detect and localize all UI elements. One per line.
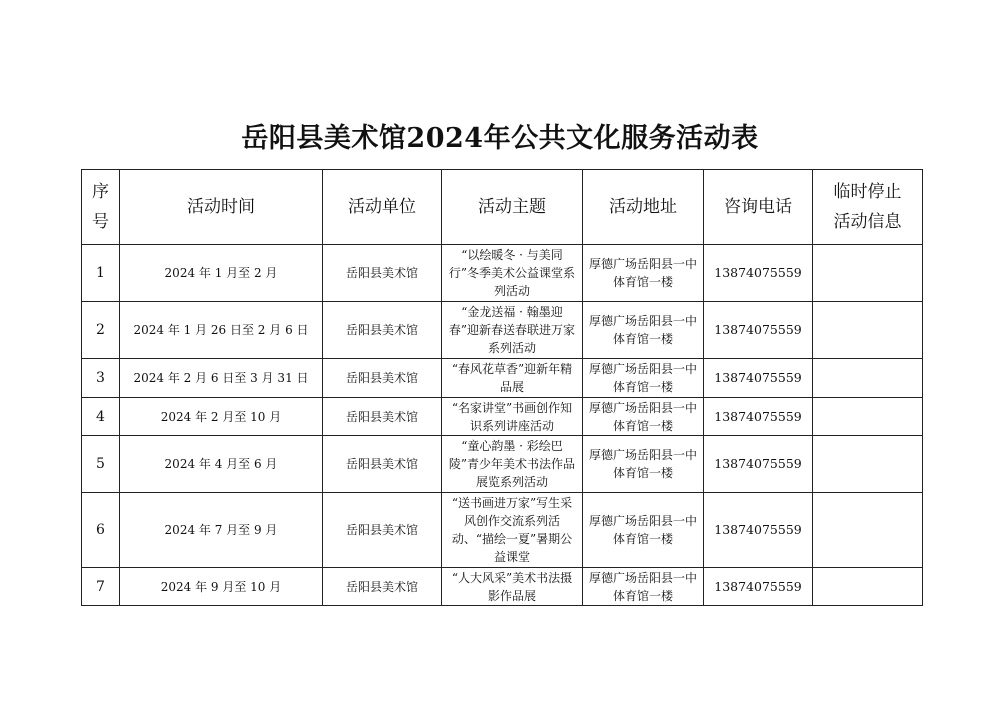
header-unit: 活动单位 bbox=[323, 170, 442, 245]
row-time: 2024 年 7 月至 9 月 bbox=[120, 493, 323, 568]
row-theme: “春风花草香”迎新年精品展 bbox=[442, 359, 583, 398]
header-stop-info: 临时停止 活动信息 bbox=[813, 170, 923, 245]
row-seq: 1 bbox=[82, 245, 120, 302]
row-unit: 岳阳县美术馆 bbox=[323, 398, 442, 436]
table-row bbox=[82, 359, 923, 398]
row-unit: 岳阳县美术馆 bbox=[323, 302, 442, 359]
header-seq: 序 号 bbox=[82, 170, 120, 245]
row-unit: 岳阳县美术馆 bbox=[323, 493, 442, 568]
row-unit: 岳阳县美术馆 bbox=[323, 245, 442, 302]
table-row bbox=[82, 568, 923, 606]
row-address: 厚德广场岳阳县一中体育馆一楼 bbox=[583, 359, 704, 398]
row-stop-info bbox=[813, 493, 923, 568]
header-time: 活动时间 bbox=[120, 170, 323, 245]
row-unit: 岳阳县美术馆 bbox=[323, 436, 442, 493]
row-seq: 5 bbox=[82, 436, 120, 493]
header-phone: 咨询电话 bbox=[704, 170, 813, 245]
row-phone: 13874075559 bbox=[704, 568, 813, 606]
row-address: 厚德广场岳阳县一中体育馆一楼 bbox=[583, 245, 704, 302]
row-address: 厚德广场岳阳县一中体育馆一楼 bbox=[583, 493, 704, 568]
row-stop-info bbox=[813, 436, 923, 493]
row-phone: 13874075559 bbox=[704, 493, 813, 568]
row-phone: 13874075559 bbox=[704, 359, 813, 398]
page-title: 岳阳县美术馆2024年公共文化服务活动表 bbox=[241, 123, 759, 154]
row-seq: 7 bbox=[82, 568, 120, 606]
table-row bbox=[82, 436, 923, 493]
row-stop-info bbox=[813, 359, 923, 398]
row-theme: “名家讲堂”书画创作知识系列讲座活动 bbox=[442, 398, 583, 436]
row-theme: “人大风采”美术书法摄影作品展 bbox=[442, 568, 583, 606]
row-stop-info bbox=[813, 245, 923, 302]
row-theme: “金龙送福 · 翰墨迎春”迎新春送春联进万家系列活动 bbox=[442, 302, 583, 359]
row-stop-info bbox=[813, 568, 923, 606]
row-theme: “童心韵墨 · 彩绘巴陵”青少年美术书法作品展览系列活动 bbox=[442, 436, 583, 493]
row-address: 厚德广场岳阳县一中体育馆一楼 bbox=[583, 436, 704, 493]
table-row bbox=[82, 493, 923, 568]
row-stop-info bbox=[813, 302, 923, 359]
row-unit: 岳阳县美术馆 bbox=[323, 568, 442, 606]
row-address: 厚德广场岳阳县一中体育馆一楼 bbox=[583, 398, 704, 436]
row-address: 厚德广场岳阳县一中体育馆一楼 bbox=[583, 568, 704, 606]
row-phone: 13874075559 bbox=[704, 302, 813, 359]
row-time: 2024 年 9 月至 10 月 bbox=[120, 568, 323, 606]
table-header-row bbox=[82, 170, 923, 245]
header-address: 活动地址 bbox=[583, 170, 704, 245]
row-phone: 13874075559 bbox=[704, 245, 813, 302]
table-row bbox=[82, 302, 923, 359]
row-time: 2024 年 1 月至 2 月 bbox=[120, 245, 323, 302]
row-seq: 6 bbox=[82, 493, 120, 568]
row-time: 2024 年 4 月至 6 月 bbox=[120, 436, 323, 493]
row-unit: 岳阳县美术馆 bbox=[323, 359, 442, 398]
row-stop-info bbox=[813, 398, 923, 436]
row-time: 2024 年 1 月 26 日至 2 月 6 日 bbox=[120, 302, 323, 359]
row-address: 厚德广场岳阳县一中体育馆一楼 bbox=[583, 302, 704, 359]
table-row bbox=[82, 398, 923, 436]
row-seq: 3 bbox=[82, 359, 120, 398]
header-theme: 活动主题 bbox=[442, 170, 583, 245]
row-theme: “送书画进万家”写生采风创作交流系列活动、“描绘一夏”暑期公益课堂 bbox=[442, 493, 583, 568]
row-seq: 2 bbox=[82, 302, 120, 359]
row-phone: 13874075559 bbox=[704, 398, 813, 436]
row-time: 2024 年 2 月 6 日至 3 月 31 日 bbox=[120, 359, 323, 398]
row-seq: 4 bbox=[82, 398, 120, 436]
row-phone: 13874075559 bbox=[704, 436, 813, 493]
activity-table bbox=[81, 169, 923, 606]
table-row bbox=[82, 245, 923, 302]
row-theme: “以绘暖冬 · 与美同行”冬季美术公益课堂系列活动 bbox=[442, 245, 583, 302]
row-time: 2024 年 2 月至 10 月 bbox=[120, 398, 323, 436]
